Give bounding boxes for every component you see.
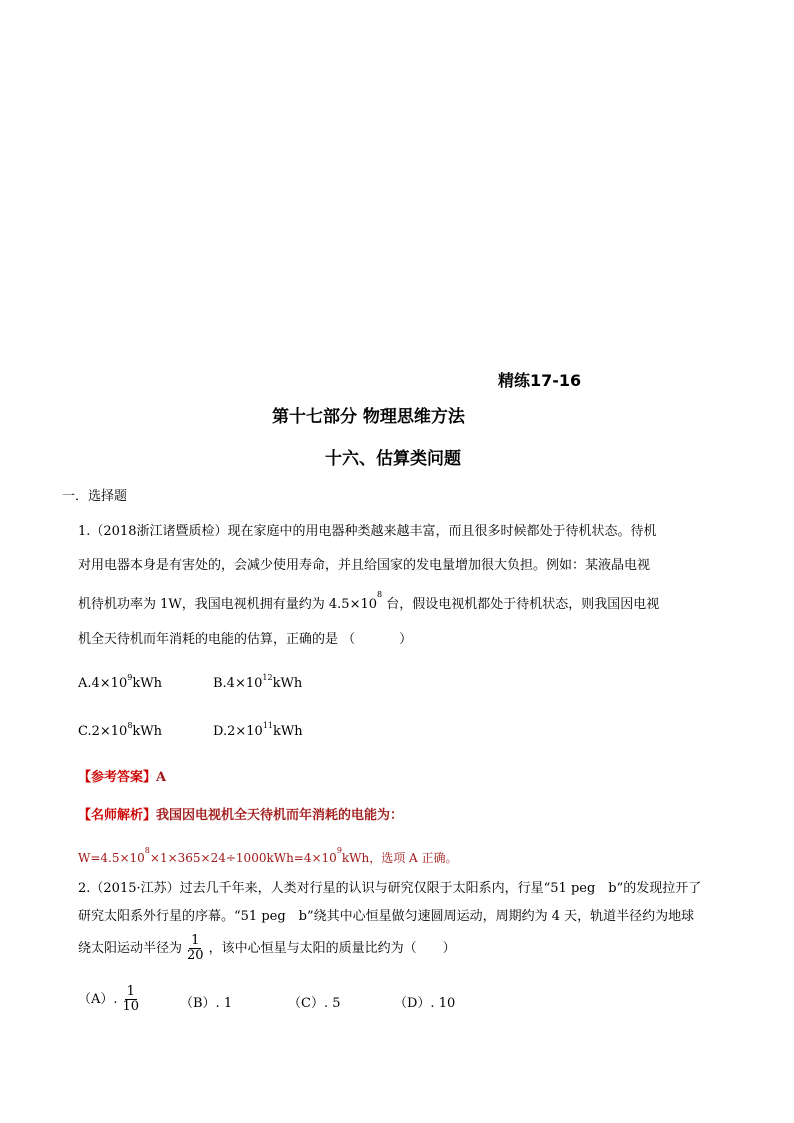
q1-option-b[interactable]: $B.4\times 10^{12}kWh$ [213, 673, 303, 691]
q1-calculation: $W=4.5\times 10^8\times 1\times 365\times 24\div 1000kWh=4\times 10^9kWh$，选项 A 正确。 [78, 846, 458, 865]
q2-option-a[interactable]: （A）. $\frac{1}{10}$ [78, 984, 140, 1014]
section-heading: 一．选择题 [62, 489, 128, 504]
q1-line-3: 机待机功率为 1W，我国电视机拥有量约为 $4.5\times 10^8$ 台，假设电视机都处于待机状态，则我国因电视 [78, 590, 660, 612]
q2-fraction: $\frac{1}{20}$ [187, 933, 204, 963]
q1-answer: 【参考答案】A [78, 770, 167, 785]
q2-option-c[interactable]: （C）. 5 [288, 996, 341, 1011]
q1-option-d[interactable]: $D.2\times 10^{11}kWh$ [213, 721, 303, 739]
q1-option-a[interactable]: $A.4\times 10^9kWh$ [78, 673, 162, 691]
q1-line-4: 机全天待机而年消耗的电能的估算，正确的是 （ ） [78, 632, 413, 647]
q2-option-b[interactable]: （B）. 1 [180, 996, 233, 1011]
q2-option-d[interactable]: （D）. 10 [394, 996, 456, 1011]
q1-analysis: 【名师解析】我国因电视机全天待机而年消耗的电能为： [78, 808, 404, 823]
topic-title: 十六、估算类问题 [325, 449, 461, 469]
q2-line-3: 绕太阳运动半径为 $\frac{1}{20}$ ，该中心恒星与太阳的质量比约为（ ） [78, 933, 456, 963]
series-label: 精练17-16 [498, 371, 582, 390]
q1-option-c[interactable]: $C.2\times 10^8kWh$ [78, 721, 163, 739]
q2-line-1: 2.（2015·江苏）过去几千年来，人类对行星的认识与研究仅限于太阳系内，行星“51 peg b”的发现拉开了 [78, 881, 702, 896]
q1-line-2: 对用电器本身是有害处的，会减少使用寿命，并且给国家的发电量增加很大负担。例如：某液晶电视 [78, 558, 651, 573]
part-title: 第十七部分 物理思维方法 [272, 407, 465, 427]
q1-line-1: 1.（2018浙江诸暨质检）现在家庭中的用电器种类越来越丰富，而且很多时候都处于待机状态。待机 [78, 524, 657, 539]
q2-line-2: 研究太阳系外行星的序幕。“51 peg b”绕其中心恒星做匀速圆周运动，周期约为 4 天，轨道半径约为地球 [78, 909, 695, 924]
